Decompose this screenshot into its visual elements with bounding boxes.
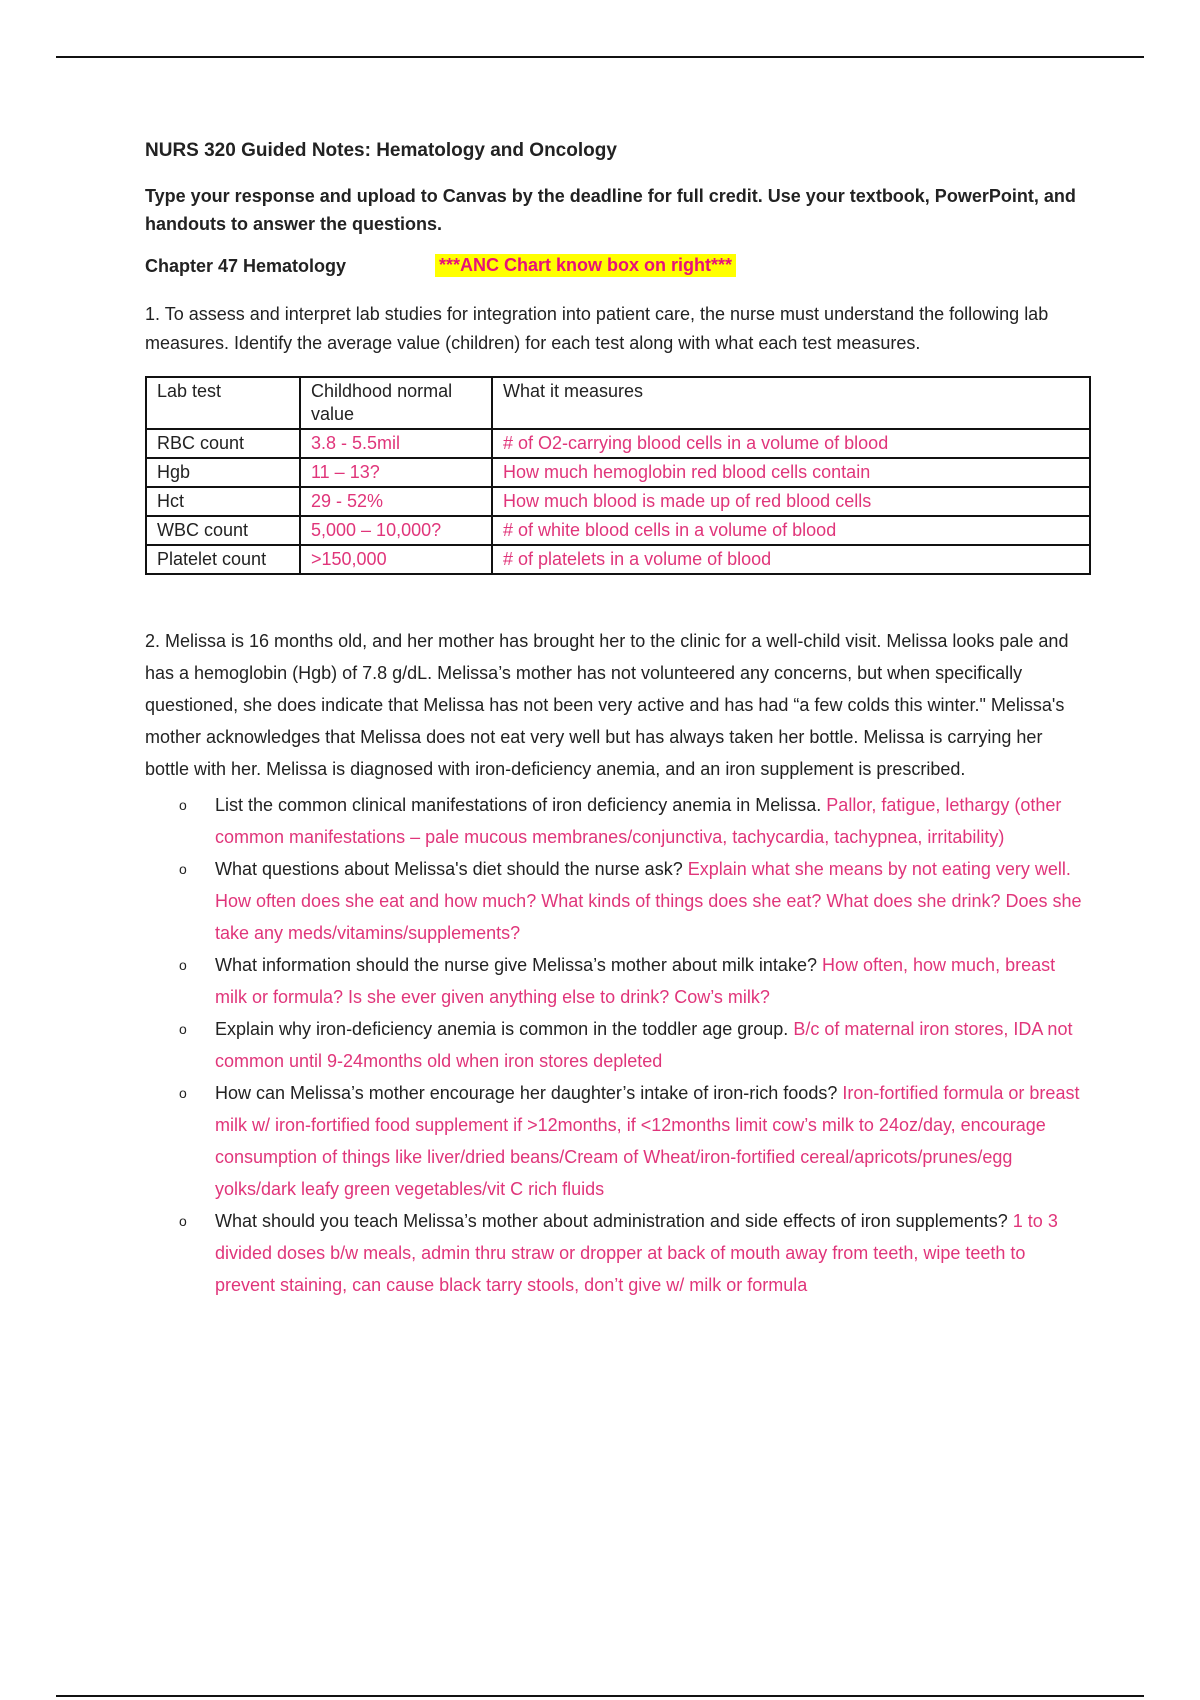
- list-item: [179, 1205, 1089, 1301]
- bullet-circle-icon: o: [179, 1213, 187, 1229]
- measures-cell: # of O2-carrying blood cells in a volume of blood: [492, 429, 1090, 458]
- question-1: 1. To assess and interpret lab studies for integration into patient care, the nurse must understand the following lab measures. Identify the average value (children) for each test along with what each test measures.: [145, 304, 1049, 353]
- measures-cell: How much blood is made up of red blood cells: [492, 487, 1090, 516]
- answer-text: How often, how much, breast milk or formula? Is she ever given anything else to drink? Cow’s milk?: [215, 955, 1056, 1007]
- answer-text: B/c of maternal iron stores, IDA not common until 9-24months old when iron stores depleted: [215, 1019, 1073, 1071]
- lab-table: [145, 376, 1091, 575]
- question-text: What information should the nurse give Melissa’s mother about milk intake?: [215, 955, 817, 975]
- lab-test-cell: Platelet count: [146, 545, 300, 574]
- header-normal-value: Childhood normal value: [300, 377, 492, 429]
- bullet-circle-icon: o: [179, 957, 187, 973]
- document-title: NURS 320 Guided Notes: Hematology and Oncology: [145, 140, 617, 161]
- bullet-circle-icon: o: [179, 861, 187, 877]
- table-row: [146, 458, 1090, 487]
- normal-value-cell: 11 – 13?: [300, 458, 492, 487]
- list-item: [179, 853, 1089, 949]
- answer-text: Explain what she means by not eating very well. How often does she eat and how much? What kinds of things does she eat? What does she drink? Does she take any meds/vitamins/supplements?: [215, 859, 1082, 943]
- answer-text: Pallor, fatigue, lethargy (other common manifestations – pale mucous membranes/conjunctiva, tachycardia, tachypnea, irritability): [215, 795, 1062, 847]
- bottom-rule: [56, 1695, 1144, 1697]
- lab-test-cell: RBC count: [146, 429, 300, 458]
- lab-test-cell: Hct: [146, 487, 300, 516]
- normal-value-cell: >150,000: [300, 545, 492, 574]
- table-row: [146, 545, 1090, 574]
- header-lab-test: Lab test: [146, 377, 300, 429]
- question-text: How can Melissa’s mother encourage her daughter’s intake of iron-rich foods?: [215, 1083, 838, 1103]
- table-row: [146, 487, 1090, 516]
- chapter-row: [145, 256, 1089, 284]
- bullet-circle-icon: o: [179, 1021, 187, 1037]
- normal-value-cell: 29 - 52%: [300, 487, 492, 516]
- normal-value-cell: 3.8 - 5.5mil: [300, 429, 492, 458]
- header-what-it-measures: What it measures: [492, 377, 1090, 429]
- highlight-note: ***ANC Chart know box on right***: [435, 254, 736, 277]
- question-text: What questions about Melissa's diet should the nurse ask?: [215, 859, 683, 879]
- answer-text: Iron-fortified formula or breast milk w/ iron-fortified food supplement if >12months, if <12months limit cow’s milk to 24oz/day, encourage consumption of things like liver/dried beans/Cream of Wheat/iron-fortified cereal/apricots/prunes/egg yolks/dark leafy green vegetables/vit C rich fluids: [215, 1083, 1080, 1199]
- question-text: List the common clinical manifestations of iron deficiency anemia in Melissa.: [215, 795, 822, 815]
- document-page: [145, 140, 1089, 1301]
- chapter-heading: Chapter 47 Hematology: [145, 256, 347, 276]
- measures-cell: # of platelets in a volume of blood: [492, 545, 1090, 574]
- answer-text: 1 to 3 divided doses b/w meals, admin thru straw or dropper at back of mouth away from teeth, wipe teeth to prevent staining, can cause black tarry stools, don’t give w/ milk or formula: [215, 1211, 1058, 1295]
- list-item: [179, 1077, 1089, 1205]
- table-row: [146, 429, 1090, 458]
- list-item: [179, 789, 1089, 853]
- measures-cell: How much hemoglobin red blood cells contain: [492, 458, 1090, 487]
- question-2-scenario: 2. Melissa is 16 months old, and her mother has brought her to the clinic for a well-child visit. Melissa looks pale and has a hemoglobin (Hgb) of 7.8 g/dL. Melissa’s mother has not volunteered any concerns, but when specifically questioned, she does indicate that Melissa has not been very active and has had “a few colds this winter." Melissa's mother acknowledges that Melissa does not eat very well but has always taken her bottle. Melissa is carrying her bottle with her. Melissa is diagnosed with iron-deficiency anemia, and an iron supplement is prescribed.: [145, 631, 1069, 779]
- list-item: [179, 949, 1089, 1013]
- table-header-row: [146, 377, 1090, 429]
- table-row: [146, 516, 1090, 545]
- list-item: [179, 1013, 1089, 1077]
- question-text: What should you teach Melissa’s mother about administration and side effects of iron supplements?: [215, 1211, 1008, 1231]
- question-2-list: [145, 789, 1089, 1301]
- lab-test-cell: WBC count: [146, 516, 300, 545]
- normal-value-cell: 5,000 – 10,000?: [300, 516, 492, 545]
- question-text: Explain why iron-deficiency anemia is common in the toddler age group.: [215, 1019, 789, 1039]
- bullet-circle-icon: o: [179, 797, 187, 813]
- measures-cell: # of white blood cells in a volume of blood: [492, 516, 1090, 545]
- bullet-circle-icon: o: [179, 1085, 187, 1101]
- instructions: Type your response and upload to Canvas by the deadline for full credit. Use your textbook, PowerPoint, and handouts to answer the questions.: [145, 186, 1076, 234]
- lab-test-cell: Hgb: [146, 458, 300, 487]
- top-rule: [56, 56, 1144, 58]
